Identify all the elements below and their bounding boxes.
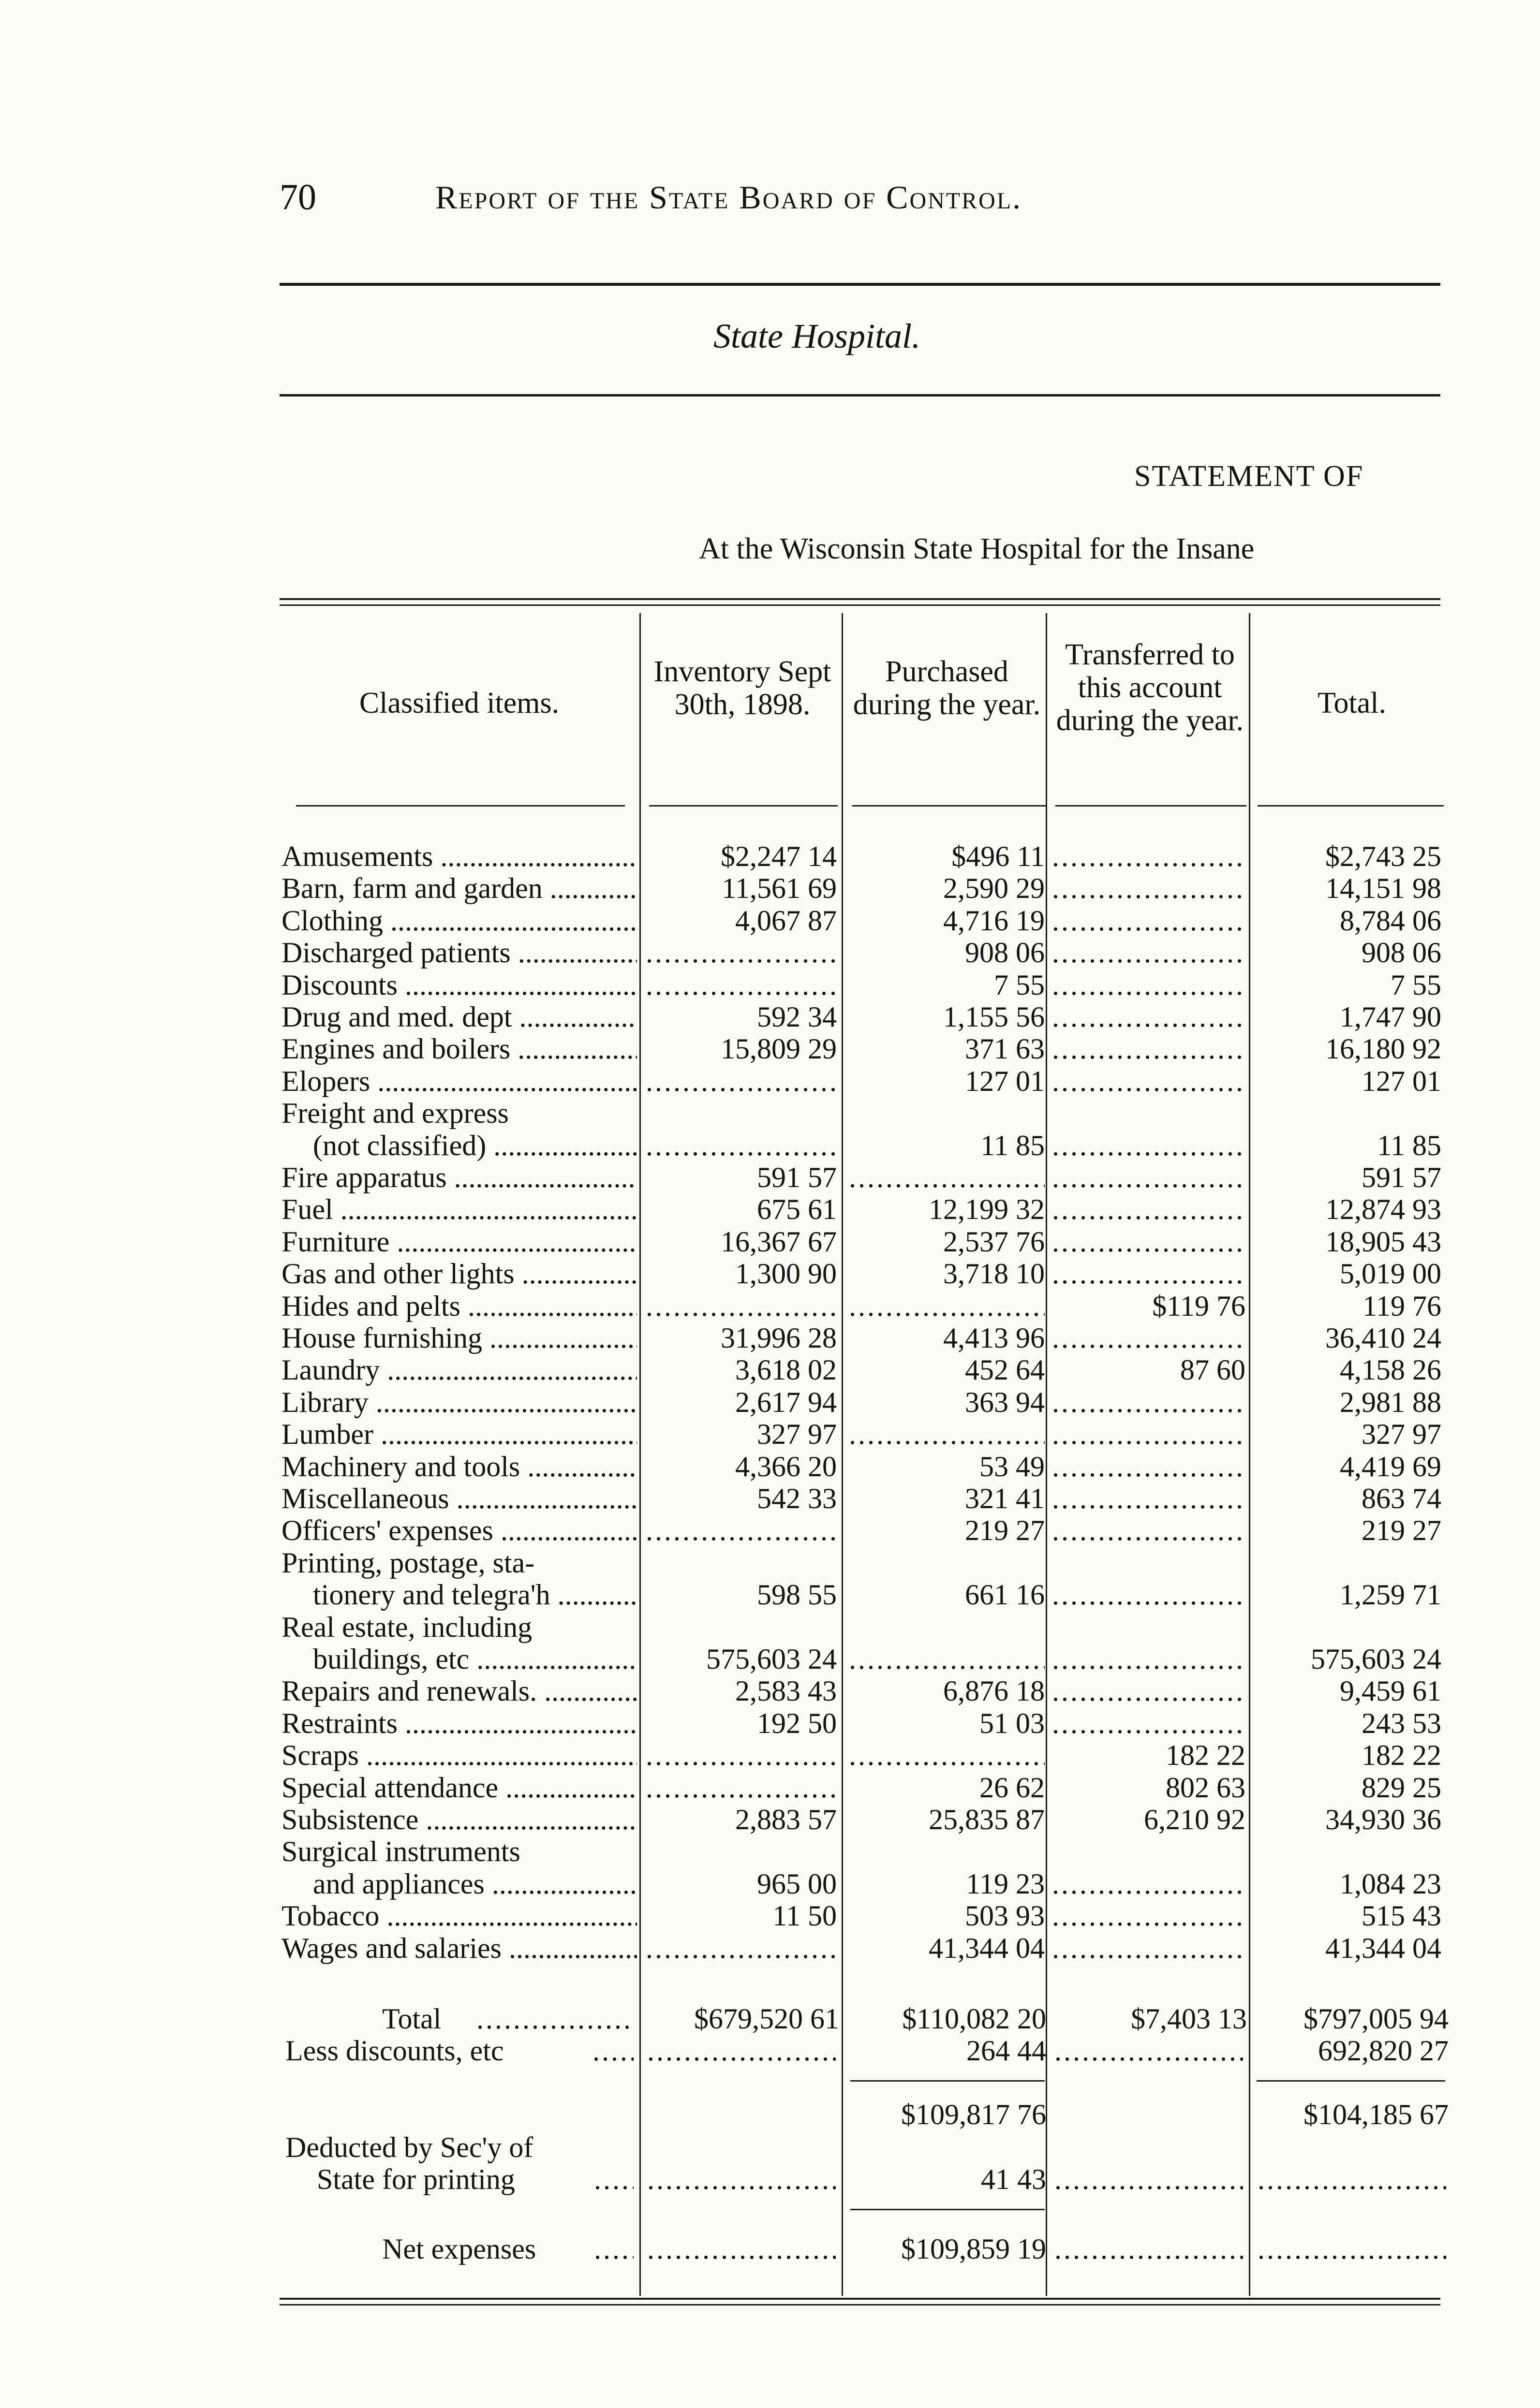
row-transferred-value: 87 60 [1180,1354,1245,1386]
row-purchased-value: 2,537 76 [943,1225,1045,1258]
row-transferred-value: $119 76 [1152,1290,1245,1322]
row-inventory-value: 11,561 69 [722,872,837,905]
leader-dots [849,1161,1045,1193]
row-total-value: 7 55 [1391,969,1441,1001]
leader-dots [646,1932,837,1964]
row-label: Fuel ..... [281,1193,637,1225]
row-purchased-value: 371 63 [965,1033,1045,1065]
row-label: Gas and other lights ..... [281,1258,637,1290]
row-purchased-value: 1,155 56 [943,1001,1045,1033]
row-transferred-value: 182 22 [1166,1739,1245,1772]
leader-dots [646,1065,837,1097]
total-label: Total [382,2003,442,2035]
leader-dots [1052,905,1245,937]
header-underline [296,805,625,807]
row-inventory-value: 592 34 [757,1001,837,1033]
row-total-value: 2,981 88 [1340,1386,1441,1418]
leader-dots [647,2035,836,2067]
row-total-value: 36,410 24 [1325,1322,1441,1354]
leader-dots [647,2163,836,2195]
row-label: tionery and telegra'h ..... [281,1579,637,1611]
row-purchased-value: 3,718 10 [943,1258,1045,1290]
leader-dots [1052,1514,1245,1546]
header-underline [1055,805,1246,807]
row-purchased-value: 26 62 [979,1771,1045,1804]
total-total: $797,005 94 [1303,2003,1449,2035]
row-inventory-value: 575,603 24 [706,1643,837,1675]
net-expenses-purchased: $109,859 19 [901,2233,1046,2265]
leader-dots [1052,1579,1245,1611]
row-transferred-value: 802 63 [1166,1771,1245,1804]
leader-dots [1054,2163,1243,2195]
row-purchased-value: 321 41 [965,1483,1045,1514]
leader-dots [1052,1033,1245,1065]
leader-dots [646,1130,837,1161]
row-inventory-value: 1,300 90 [735,1258,837,1290]
deducted-label-line-1: Deducted by Sec'y of [285,2131,533,2163]
section-rule [280,394,1440,396]
row-label: Freight and express [281,1097,509,1130]
row-inventory-value: 2,883 57 [735,1804,837,1835]
leader-dots [646,1772,837,1804]
section-title: State Hospital. [713,317,920,355]
row-inventory-value: 2,583 43 [735,1675,837,1707]
row-total-value: 863 74 [1362,1483,1441,1514]
running-title: Report of the State Board of Control. [435,179,1022,216]
row-inventory-value: 542 33 [757,1483,837,1514]
row-label: Real estate, including [281,1611,533,1643]
leader-dots [1052,1707,1245,1739]
leader-dots [646,1290,837,1322]
row-label: and appliances ..... [281,1868,637,1900]
leader-dots [1052,1386,1245,1418]
leader-dots [646,937,837,969]
row-purchased-value: 661 16 [965,1579,1045,1611]
col-header-item: Classified items. [359,687,560,719]
col-header-total: Total. [1317,687,1386,719]
leader-dots [849,1418,1045,1450]
table-top-rule-2 [280,604,1440,606]
row-label: (not classified) ..... [281,1130,637,1161]
row-total-value: 119 76 [1362,1290,1441,1322]
subtotal-purchased: $109,817 76 [901,2099,1046,2130]
row-purchased-value: 2,590 29 [943,872,1045,905]
row-total-value: 4,158 26 [1340,1354,1441,1386]
statement-subtitle: At the Wisconsin State Hospital for the Insane [699,532,1255,565]
row-label: Discounts ..... [281,969,637,1001]
row-inventory-value: 327 97 [757,1418,837,1451]
row-inventory-value: $2,247 14 [721,840,837,872]
leader-dots [849,1739,1045,1771]
row-total-value: 219 27 [1362,1514,1441,1547]
row-purchased-value: 41,344 04 [929,1932,1045,1964]
row-total-value: 1,259 71 [1340,1579,1441,1611]
row-label: Amusements ..... [281,840,637,872]
row-inventory-value: 31,996 28 [721,1322,837,1354]
row-total-value: $2,743 25 [1325,840,1441,872]
row-inventory-value: 598 55 [757,1579,837,1611]
leader-dots [1052,1868,1245,1900]
row-inventory-value: 965 00 [757,1867,837,1900]
row-total-value: 4,419 69 [1340,1450,1441,1483]
row-total-value: 327 97 [1362,1418,1441,1451]
leader-dots [1258,2233,1446,2265]
row-purchased-value: 51 03 [979,1707,1045,1739]
row-inventory-value: 4,366 20 [735,1450,837,1483]
row-label: Laundry ..... [281,1354,637,1386]
row-inventory-value: 3,618 02 [735,1354,837,1386]
row-purchased-value: $496 11 [951,840,1045,872]
subtotal-total: $104,185 67 [1303,2099,1449,2130]
row-label: Clothing ..... [281,905,637,937]
less-discounts-purchased: 264 44 [966,2035,1046,2067]
row-purchased-value: 6,876 18 [943,1675,1045,1707]
row-label: Printing, postage, sta- [281,1546,535,1579]
row-inventory-value: 192 50 [757,1707,837,1739]
row-label: Wages and salaries ..... [281,1932,637,1964]
leader-dots [647,2233,836,2265]
row-label: Engines and boilers ..... [281,1033,637,1065]
row-inventory-value: 16,367 67 [721,1225,837,1258]
column-divider [639,613,641,2296]
leader-dots [1052,1932,1245,1964]
row-inventory-value: 675 61 [757,1193,837,1226]
leader-dots [1054,2233,1243,2265]
row-label: Subsistence ..... [281,1804,637,1835]
header-underline [852,805,1046,807]
less-discounts-label: Less discounts, etc [285,2035,504,2067]
column-divider [1249,613,1250,2296]
leader-dots [646,969,837,1001]
row-purchased-value: 127 01 [965,1065,1045,1097]
subtotal-rule [850,2080,1045,2082]
row-label: Special attendance ..... [281,1772,637,1804]
leader-dots [594,2233,634,2265]
less-discounts-total: 692,820 27 [1318,2035,1449,2067]
row-total-value: 575,603 24 [1311,1643,1441,1675]
leader-dots [1052,969,1245,1001]
row-total-value: 41,344 04 [1325,1932,1441,1964]
row-inventory-value: 2,617 94 [735,1386,837,1418]
leader-dots [849,1290,1045,1322]
statement-title: STATEMENT OF [1134,460,1364,493]
row-total-value: 8,784 06 [1340,904,1441,937]
leader-dots [646,1739,837,1771]
leader-dots [646,1514,837,1546]
row-label: Library ..... [281,1386,637,1418]
leader-dots [1052,840,1245,872]
leader-dots [1052,872,1245,904]
row-purchased-value: 7 55 [994,969,1045,1001]
col-header-purchased: Purchased during the year. [853,655,1041,721]
row-label: Officers' expenses ..... [281,1514,637,1546]
column-divider [842,613,843,2296]
row-label: Restraints ..... [281,1707,637,1739]
net-rule [850,2209,1045,2210]
row-purchased-value: 53 49 [979,1450,1045,1483]
row-transferred-value: 6,210 92 [1144,1804,1245,1835]
row-total-value: 16,180 92 [1325,1033,1441,1065]
leader-dots [1052,1258,1245,1290]
row-total-value: 9,459 61 [1340,1675,1441,1707]
leader-dots [1052,1483,1245,1514]
leader-dots [849,1643,1045,1675]
row-purchased-value: 25,835 87 [929,1804,1045,1835]
row-label: Machinery and tools ..... [281,1451,637,1483]
row-purchased-value: 219 27 [965,1514,1045,1547]
row-purchased-value: 452 64 [965,1354,1045,1386]
row-inventory-value: 11 50 [772,1900,837,1932]
leader-dots [1052,1675,1245,1707]
leader-dots [1052,1900,1245,1932]
row-total-value: 182 22 [1362,1739,1441,1772]
row-purchased-value: 12,199 32 [929,1193,1045,1226]
header-underline [1258,805,1444,807]
row-total-value: 18,905 43 [1325,1225,1441,1258]
leader-dots [1052,1193,1245,1225]
row-label: Miscellaneous ..... [281,1483,637,1514]
row-purchased-value: 363 94 [965,1386,1045,1418]
row-label: Fire apparatus ..... [281,1161,637,1193]
leader-dots [1258,2163,1446,2195]
total-transferred: $7,403 13 [1131,2003,1247,2035]
row-inventory-value: 591 57 [757,1161,837,1193]
row-purchased-value: 503 93 [965,1900,1045,1932]
leader-dots [1052,1130,1245,1161]
table-bottom-rule-1 [280,2298,1440,2300]
leader-dots [1052,1001,1245,1033]
leader-dots [1052,1643,1245,1675]
row-label: Drug and med. dept ..... [281,1001,637,1033]
row-label: Elopers ..... [281,1065,637,1097]
row-label: buildings, etc ..... [281,1643,637,1675]
row-total-value: 5,019 00 [1340,1258,1441,1290]
row-label: Scraps ..... [281,1739,637,1771]
leader-dots [1052,1322,1245,1354]
row-label: Tobacco ..... [281,1900,637,1932]
header-underline [649,805,838,807]
leader-dots [1052,1418,1245,1450]
leader-dots [1052,1451,1245,1483]
leader-dots [1052,1226,1245,1258]
row-total-value: 515 43 [1362,1900,1441,1932]
subtotal-rule [1257,2080,1445,2082]
row-label: Surgical instruments [281,1835,520,1868]
total-purchased: $110,082 20 [902,2003,1046,2035]
row-purchased-value: 4,413 96 [943,1322,1045,1354]
row-label: Discharged patients ..... [281,937,637,969]
row-inventory-value: 15,809 29 [721,1033,837,1065]
table-bottom-rule-2 [280,2304,1440,2305]
leader-dots [1054,2035,1243,2067]
row-purchased-value: 119 23 [966,1867,1045,1900]
row-total-value: 1,084 23 [1340,1867,1441,1900]
row-total-value: 591 57 [1362,1161,1441,1193]
top-rule [280,283,1440,286]
row-total-value: 11 85 [1377,1129,1441,1161]
row-total-value: 243 53 [1362,1707,1441,1739]
row-inventory-value: 4,067 87 [735,904,837,937]
row-label: Hides and pelts ..... [281,1290,637,1322]
leader-dots [1052,1161,1245,1193]
row-label: Lumber ..... [281,1418,637,1450]
leader-dots [476,2003,631,2035]
deducted-label-line-2: State for printing [317,2163,515,2195]
row-label: Barn, farm and garden ..... [281,872,637,904]
deducted-purchased: 41 43 [981,2163,1046,2195]
leader-dots [1052,937,1245,969]
page-number: 70 [280,177,316,218]
leader-dots [594,2163,634,2195]
table-top-rule-1 [280,598,1440,600]
row-label: House furnishing ..... [281,1322,637,1354]
row-total-value: 908 06 [1362,937,1441,969]
col-header-transferred: Transferred to this account during the year. [1056,638,1244,737]
row-purchased-value: 11 85 [980,1129,1045,1161]
leader-dots [1052,1065,1245,1097]
row-total-value: 12,874 93 [1325,1193,1441,1226]
row-purchased-value: 908 06 [965,937,1045,969]
row-label: Repairs and renewals. ..... [281,1675,637,1707]
row-label: Furniture ..... [281,1226,637,1258]
col-header-inventory: Inventory Sept 30th, 1898. [653,655,831,721]
row-total-value: 34,930 36 [1325,1804,1441,1835]
total-inventory: $679,520 61 [694,2003,839,2035]
leader-dots [592,2035,634,2067]
row-total-value: 829 25 [1362,1771,1441,1804]
row-total-value: 1,747 90 [1340,1001,1441,1033]
row-total-value: 127 01 [1362,1065,1441,1097]
row-purchased-value: 4,716 19 [943,904,1045,937]
net-expenses-label: Net expenses [382,2233,536,2265]
row-total-value: 14,151 98 [1325,872,1441,905]
